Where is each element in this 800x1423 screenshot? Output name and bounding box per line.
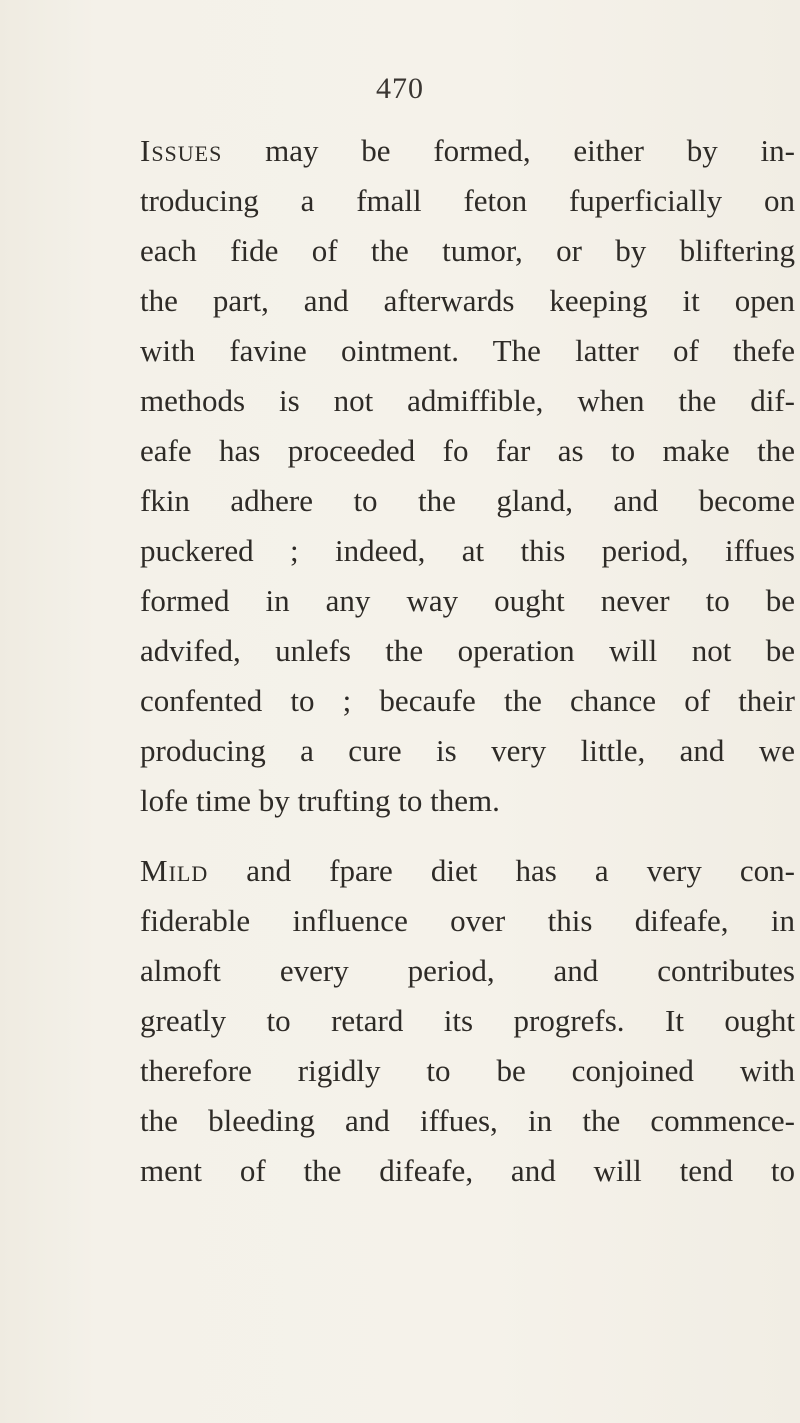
- paragraph-mild: [140, 846, 795, 1196]
- text-line: formed in any way ought never to be: [140, 583, 795, 618]
- text-line: methods is not admiffible, when the dif-: [140, 383, 795, 418]
- text-line: fiderable influence over this difeafe, in: [140, 903, 795, 938]
- text-line: confented to ; becaufe the chance of their: [140, 683, 795, 718]
- text-line: fkin adhere to the gland, and become: [140, 483, 795, 518]
- text-line: the bleeding and iffues, in the commence-: [140, 1103, 795, 1138]
- page-number: 470: [376, 72, 424, 105]
- text-line: lofe time by trufting to them.: [140, 783, 500, 818]
- lead-word: Mild: [140, 853, 209, 888]
- paragraph-issues: [140, 126, 795, 826]
- text-line: therefore rigidly to be conjoined with: [140, 1053, 795, 1088]
- text-line: eafe has proceeded fo far as to make the: [140, 433, 795, 468]
- text-line: Issues may be formed, either by in-: [140, 133, 795, 168]
- text-line: ment of the difeafe, and will tend to: [140, 1153, 795, 1188]
- text-line: producing a cure is very little, and we: [140, 733, 795, 768]
- text-line: each fide of the tumor, or by bliftering: [140, 233, 795, 268]
- lead-word: Issues: [140, 133, 223, 168]
- text-line: almoft every period, and contributes: [140, 953, 795, 988]
- text-line: advifed, unlefs the operation will not be: [140, 633, 795, 668]
- text-line: troducing a fmall feton fuperficially on: [140, 183, 795, 218]
- text-line: the part, and afterwards keeping it open: [140, 283, 795, 318]
- text-line: with favine ointment. The latter of thefe: [140, 333, 795, 368]
- text-line: Mild and fpare diet has a very con-: [140, 853, 795, 888]
- text-line: greatly to retard its progrefs. It ought: [140, 1003, 795, 1038]
- text-line: puckered ; indeed, at this period, iffues: [140, 533, 795, 568]
